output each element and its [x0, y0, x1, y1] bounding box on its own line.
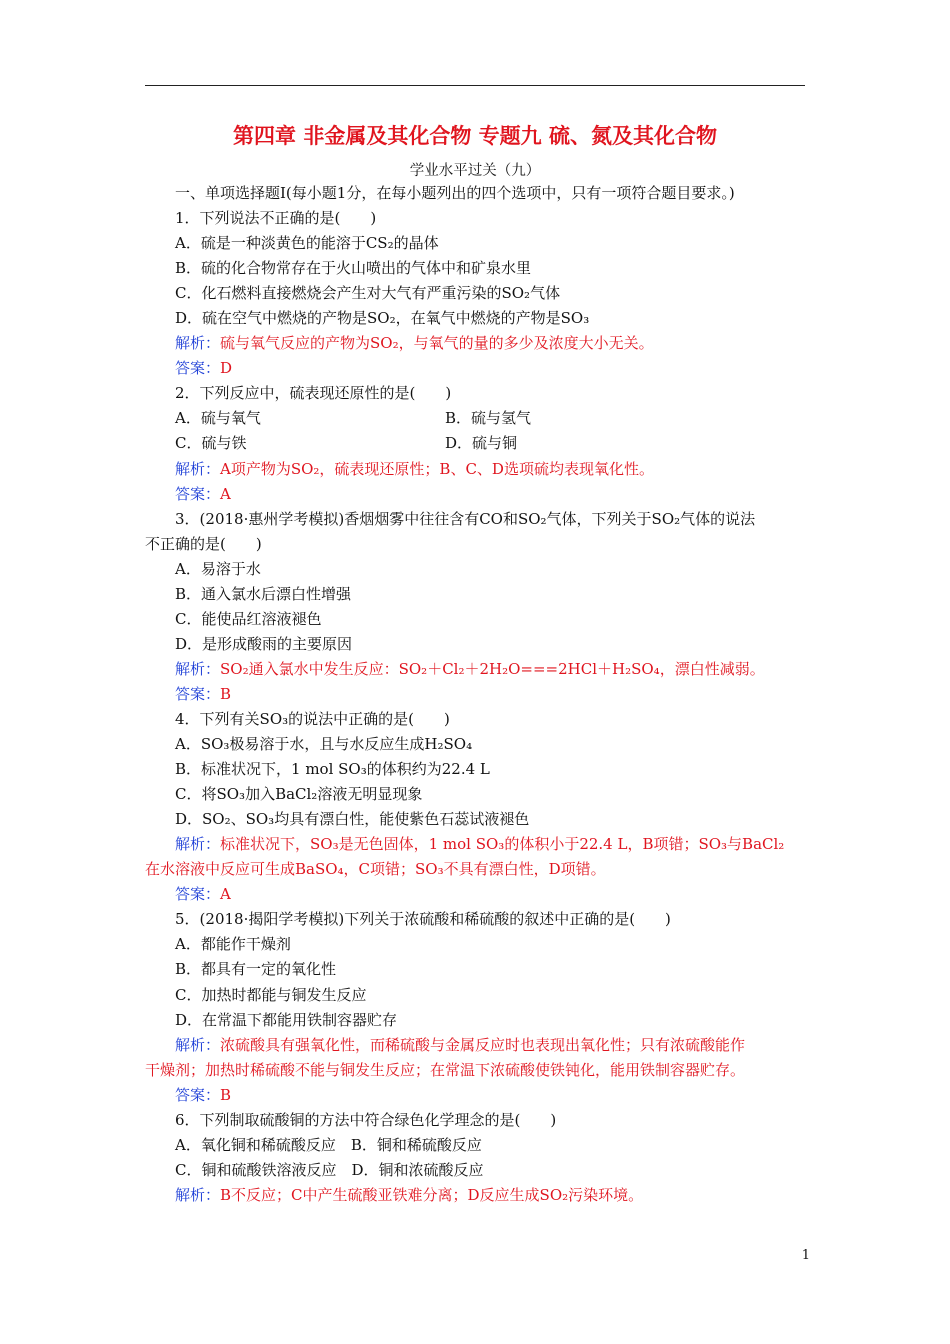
- label-text: 解析：: [175, 1185, 221, 1204]
- line-text: C．加热时都能与铜发生反应: [175, 985, 367, 1004]
- line-text: A．氧化铜和稀硫酸反应 B．铜和稀硫酸反应: [175, 1135, 482, 1154]
- text-line: [145, 707, 809, 732]
- line-text: D．SO₂、SO₃均具有漂白性，能使紫色石蕊试液褪色: [175, 810, 530, 829]
- line-text: A．易溶于水: [175, 559, 261, 578]
- text-line: [145, 1183, 809, 1208]
- answer-text: D: [220, 359, 233, 378]
- option-text: D．硫与铜: [445, 434, 518, 453]
- label-text: 解析：: [175, 835, 221, 854]
- line-text: 1．下列说法不正确的是( ): [175, 209, 377, 228]
- line-text: A．硫是一种淡黄色的能溶于CS₂的晶体: [175, 234, 439, 253]
- text-line: [145, 431, 809, 456]
- answer-text: 浓硫酸具有强氧化性，而稀硫酸与金属反应时也表现出氧化性；只有浓硫酸能作: [220, 1035, 746, 1054]
- line-text: B．标准状况下，1 mol SO₃的体积约为22.4 L: [175, 760, 490, 779]
- line-text: 6．下列制取硫酸铜的方法中符合绿色化学理念的是( ): [175, 1110, 557, 1129]
- label-text: 答案：: [175, 484, 221, 503]
- label-text: 解析：: [175, 1035, 221, 1054]
- text-line: [145, 532, 809, 557]
- page-title: 第四章 非金属及其化合物 专题九 硫、氮及其化合物: [233, 124, 717, 148]
- text-line: [145, 632, 809, 657]
- answer-text: A项产物为SO₂，硫表现还原性；B、C、D选项硫均表现氧化性。: [220, 459, 654, 478]
- option-text: B．硫与氢气: [445, 409, 532, 428]
- text-line: [145, 832, 809, 857]
- text-line: [145, 356, 809, 381]
- answer-text: 干燥剂；加热时稀硫酸不能与铜发生反应；在常温下浓硫酸使铁钝化，能用铁制容器贮存。: [145, 1060, 746, 1079]
- answer-text: 标准状况下，SO₃是无色固体，1 mol SO₃的体积小于22.4 L，B项错；SO₃与BaCl₂: [220, 835, 785, 854]
- line-text: A．硫与氧气: [175, 409, 261, 428]
- line-text: 5．(2018·揭阳学考模拟)下列关于浓硫酸和稀硫酸的叙述中正确的是( ): [175, 910, 671, 929]
- line-text: D．硫在空气中燃烧的产物是SO₂，在氧气中燃烧的产物是SO₃: [175, 309, 590, 328]
- answer-text: SO₂通入氯水中发生反应：SO₂＋Cl₂＋2H₂O===2HCl＋H₂SO₄，漂白性减弱。: [220, 659, 765, 678]
- label-text: 解析：: [175, 659, 221, 678]
- text-line: [145, 607, 809, 632]
- label-text: 答案：: [175, 684, 221, 703]
- line-text: B．都具有一定的氧化性: [175, 960, 337, 979]
- text-line: [145, 857, 809, 882]
- text-line: [145, 557, 809, 582]
- line-text: B．通入氯水后漂白性增强: [175, 584, 352, 603]
- text-line: [145, 757, 809, 782]
- text-line: [145, 206, 809, 231]
- text-line: [145, 1108, 809, 1133]
- text-line: [145, 482, 809, 507]
- text-line: [145, 907, 809, 932]
- label-text: 答案：: [175, 885, 221, 904]
- line-text: C．化石燃料直接燃烧会产生对大气有严重污染的SO₂气体: [175, 284, 561, 303]
- text-line: [145, 1058, 809, 1083]
- answer-text: B: [220, 1085, 232, 1104]
- line-text: 4．下列有关SO₃的说法中正确的是( ): [175, 709, 450, 728]
- line-text: C．铜和硫酸铁溶液反应 D．铜和浓硫酸反应: [175, 1160, 484, 1179]
- text-line: [145, 983, 809, 1008]
- text-line: [145, 882, 809, 907]
- header-rule: [145, 85, 805, 86]
- answer-text: 在水溶液中反应可生成BaSO₄，C项错；SO₃不具有漂白性，D项错。: [145, 860, 606, 879]
- text-line: [145, 306, 809, 331]
- text-line: [145, 1008, 809, 1033]
- line-text: A．SO₃极易溶于水，且与水反应生成H₂SO₄: [175, 735, 473, 754]
- line-text: A．都能作干燥剂: [175, 935, 291, 954]
- text-line: [145, 657, 809, 682]
- line-text: 一、单项选择题Ⅰ(每小题1分，在每小题列出的四个选项中，只有一项符合题目要求。): [175, 184, 735, 202]
- text-line: [145, 807, 809, 832]
- text-line: [145, 1033, 809, 1058]
- line-text: C．硫与铁: [175, 434, 247, 453]
- page-number: 1: [801, 1248, 810, 1263]
- answer-text: B: [220, 684, 232, 703]
- text-line: [145, 231, 809, 256]
- text-line: [145, 1133, 809, 1158]
- text-line: [145, 381, 809, 406]
- text-line: [145, 1083, 809, 1108]
- text-line: [145, 1158, 809, 1183]
- text-line: [145, 932, 809, 957]
- text-line: [145, 682, 809, 707]
- text-line: [145, 507, 809, 532]
- line-text: 3．(2018·惠州学考模拟)香烟烟雾中往往含有CO和SO₂气体，下列关于SO₂气体的说法: [175, 509, 756, 528]
- label-text: 答案：: [175, 359, 221, 378]
- text-line: [145, 181, 809, 206]
- text-line: [145, 957, 809, 982]
- text-line: [145, 256, 809, 281]
- line-text: C．能使品红溶液褪色: [175, 609, 322, 628]
- answer-text: A: [220, 885, 231, 904]
- line-text: C．将SO₃加入BaCl₂溶液无明显现象: [175, 785, 423, 804]
- label-text: 解析：: [175, 459, 221, 478]
- answer-text: 硫与氧气反应的产物为SO₂，与氧气的量的多少及浓度大小无关。: [220, 334, 654, 353]
- line-text: 2．下列反应中，硫表现还原性的是( ): [175, 384, 452, 403]
- page-subtitle: 学业水平过关（九）: [409, 163, 541, 179]
- text-line: [145, 331, 809, 356]
- text-line: [145, 281, 809, 306]
- answer-text: A: [220, 484, 231, 503]
- line-text: D．在常温下都能用铁制容器贮存: [175, 1010, 398, 1029]
- answer-text: B不反应；C中产生硫酸亚铁难分离；D反应生成SO₂污染环境。: [220, 1185, 644, 1204]
- line-text: D．是形成酸雨的主要原因: [175, 634, 353, 653]
- text-line: [145, 582, 809, 607]
- document-body: [145, 181, 809, 1208]
- label-text: 答案：: [175, 1085, 221, 1104]
- text-line: [145, 782, 809, 807]
- text-line: [145, 457, 809, 482]
- text-line: [145, 406, 809, 431]
- label-text: 解析：: [175, 334, 221, 353]
- text-line: [145, 732, 809, 757]
- line-text: B．硫的化合物常存在于火山喷出的气体中和矿泉水里: [175, 259, 532, 278]
- line-text: 不正确的是( ): [145, 534, 262, 553]
